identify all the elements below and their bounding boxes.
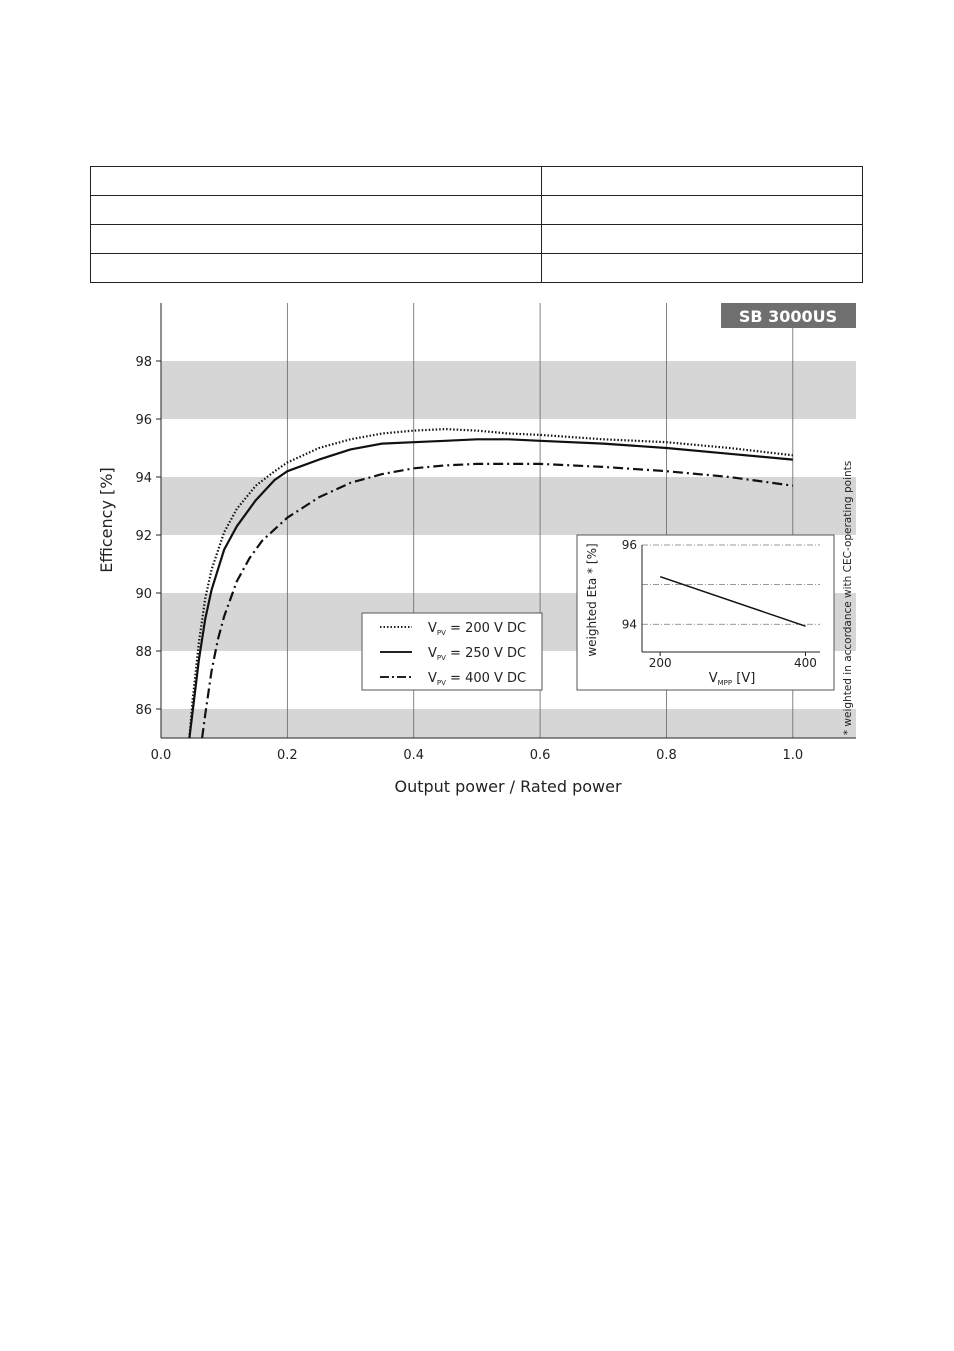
- chart-title: SB 3000US: [738, 307, 838, 326]
- inset-xlabel-sub: MPP: [717, 679, 733, 687]
- x-tick-labels: [151, 748, 804, 763]
- x-tick-label: 0.6: [529, 748, 551, 763]
- y-tick-label: 96: [135, 413, 152, 428]
- y-tick-label: 88: [135, 645, 152, 660]
- y-tick-label: 98: [135, 355, 152, 370]
- inset-y-tick-label: 96: [621, 538, 637, 552]
- legend: [362, 613, 542, 690]
- inset-chart: [577, 535, 834, 690]
- inset-x-axis-label: [709, 671, 756, 687]
- inset-x-tick-label: 200: [648, 656, 672, 670]
- shaded-band: [161, 361, 856, 419]
- x-tick-label: 0.2: [277, 748, 298, 763]
- shaded-band: [161, 709, 856, 738]
- x-tick-label: 0.0: [150, 748, 172, 763]
- inset-x-tick-label: 400: [794, 656, 817, 670]
- y-tick-label: 90: [135, 587, 152, 602]
- inset-y-tick-label: 94: [621, 617, 637, 632]
- legend-rest: = 250 V DC: [445, 646, 527, 661]
- y-tick-label: 86: [135, 703, 152, 718]
- shaded-band: [161, 477, 856, 535]
- footnote: * weighted in accordance with CEC-operating points: [842, 460, 854, 736]
- y-tick-label: 94: [135, 471, 152, 486]
- inset-y-axis-label: weighted Eta * [%]: [585, 543, 599, 657]
- y-tick-labels: [135, 355, 161, 718]
- x-tick-label: 1.0: [782, 748, 804, 763]
- legend-rest: = 200 V DC: [445, 621, 527, 636]
- x-axis-label: Output power / Rated power: [394, 777, 622, 796]
- inset-xlabel-rest: [V]: [732, 671, 756, 686]
- x-tick-label: 0.4: [403, 748, 425, 763]
- x-tick-label: 0.8: [656, 748, 677, 763]
- legend-v: V: [428, 621, 437, 636]
- legend-sub: PV: [436, 629, 446, 637]
- y-tick-label: 92: [135, 529, 152, 544]
- legend-v: V: [428, 646, 437, 661]
- legend-v: V: [428, 671, 437, 686]
- y-axis-label: Efficency [%]: [97, 467, 116, 573]
- legend-sub: PV: [436, 654, 446, 662]
- legend-sub: PV: [436, 679, 446, 687]
- inset-xlabel-v: V: [708, 671, 718, 686]
- legend-rest: = 400 V DC: [445, 671, 527, 686]
